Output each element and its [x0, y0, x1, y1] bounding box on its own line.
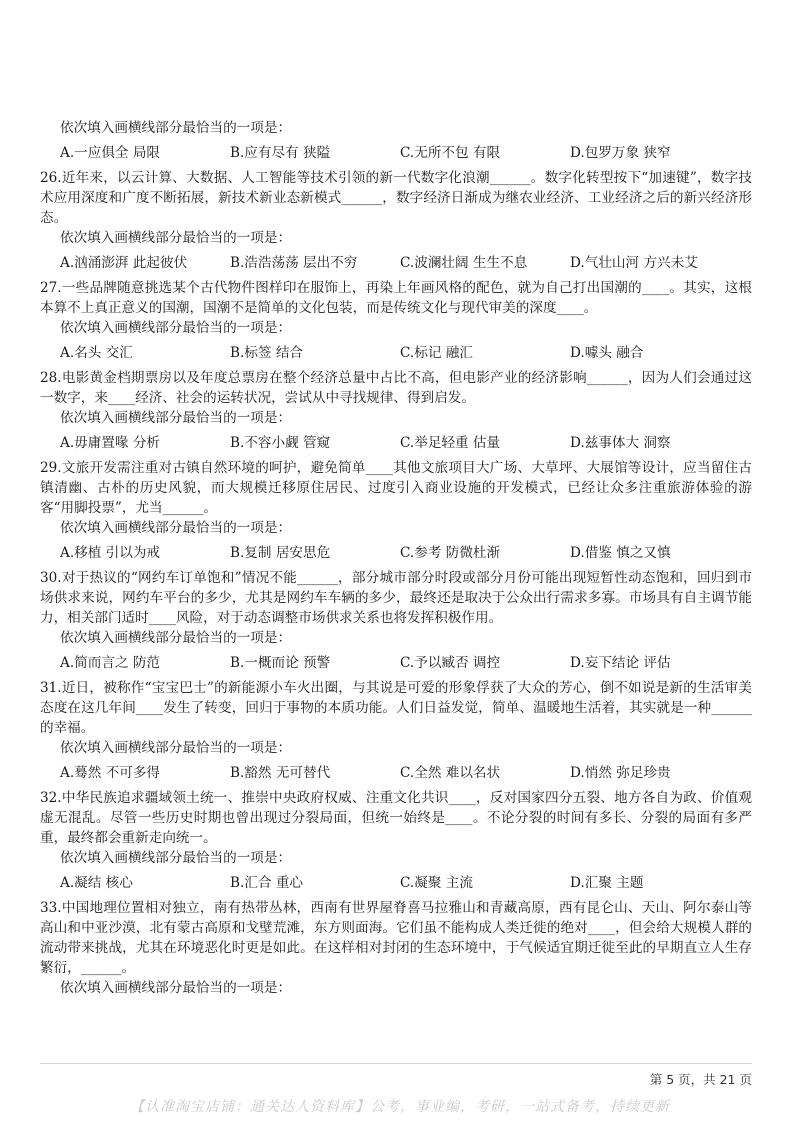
option-a: A.简而言之 防范	[60, 655, 161, 671]
watermark-text: 【认准淘宝店铺：通关达人资料库】公考，事业编，考研，一站式备考，持续更新	[130, 1099, 670, 1115]
question-27	[40, 278, 752, 364]
option-b: B.一概而论 预警	[230, 655, 331, 671]
answer-options	[40, 653, 752, 674]
option-c: C.无所不包 有限	[400, 145, 501, 161]
question-prompt: 依次填入画横线部分最恰当的一项是：	[60, 320, 292, 336]
option-c: C.参考 防微杜渐	[400, 545, 501, 561]
option-d: D.汇聚 主题	[570, 875, 644, 891]
answer-options	[40, 763, 752, 784]
question-text: 33.中国地理位置相对独立，南有热带丛林，西南有世界屋脊喜马拉雅山和青藏高原，西有昆仑山、天山、阿尔泰山等高山和中亚沙漠，北有蒙古高原和戈壁荒滩，东方则面海。它们虽不能构成人类迁徙的绝对____，但会给大规模人群的流动带来挑战，尤其在环境恶化时更是如此。在这样相对封闭的生态环境中，于气候适宜期迁徙至此的早期直立人生存繁衍，______。	[40, 900, 752, 976]
option-b: B.汇合 重心	[230, 875, 304, 891]
question-prompt: 依次填入画横线部分最恰当的一项是：	[60, 120, 292, 136]
option-d: D.包罗万象 狭窄	[570, 145, 671, 161]
option-b: B.复制 居安思危	[230, 545, 331, 561]
document-body	[40, 118, 752, 999]
answer-options	[40, 143, 752, 164]
option-c: C.予以臧否 调控	[400, 655, 501, 671]
question-prompt: 依次填入画横线部分最恰当的一项是：	[60, 520, 292, 536]
question-text: 28.电影黄金档期票房以及年度总票房在整个经济总量中占比不高，但电影产业的经济影响______，因为人们会通过这一数字，来____经济、社会的运转状况，尝试从中寻找规律、得到启发。	[40, 370, 752, 406]
option-a: A.蓦然 不可多得	[60, 765, 161, 781]
question-33	[40, 898, 752, 999]
option-a: A.一应俱全 局限	[60, 145, 161, 161]
option-b: B.豁然 无可替代	[230, 765, 331, 781]
option-a: A.汹涌澎湃 此起彼伏	[60, 255, 188, 271]
answer-options	[40, 873, 752, 894]
question-text: 27.一些品牌随意挑选某个古代物件图样印在服饰上，再染上年画风格的配色，就为自己打出国潮的____。其实，这根本算不上真正意义的国潮，国潮不是简单的文化包装，而是传统文化与现代审美的深度____。	[40, 280, 752, 316]
option-b: B.浩浩荡荡 层出不穷	[230, 255, 358, 271]
option-a: A.毋庸置喙 分析	[60, 435, 161, 451]
answer-options	[40, 343, 752, 364]
question-prompt: 依次填入画横线部分最恰当的一项是：	[60, 980, 292, 996]
question-text: 30.对于热议的“网约车订单饱和”情况不能______，部分城市部分时段或部分月份可能出现短暂性动态饱和，回归到市场供求来说，网约车平台的多少，尤其是网约车车辆的多少，最终还是取决于公众出行需求多寡。市场具有自主调节能力，相关部门适时____风险，对于动态调整市场供求关系也将发挥积极作用。	[40, 570, 752, 626]
option-c: C.全然 难以名状	[400, 765, 501, 781]
answer-options	[40, 433, 752, 454]
option-c: C.标记 融汇	[400, 345, 473, 361]
option-c: C.波澜壮阔 生生不息	[400, 255, 528, 271]
option-d: D.兹事体大 洞察	[570, 435, 671, 451]
option-b: B.不容小觑 管窥	[230, 435, 331, 451]
question-31	[40, 678, 752, 784]
option-a: A.凝结 核心	[60, 875, 133, 891]
question-text: 26.近年来，以云计算、大数据、人工智能等技术引领的新一代数字化浪潮______。数字化转型按下“加速键”，数字技术应用深度和广度不断拓展，新技术新业态新模式______，数字经济日渐成为继农业经济、工业经济之后的新兴经济形态。	[40, 170, 752, 226]
question-prompt: 依次填入画横线部分最恰当的一项是：	[60, 630, 292, 646]
option-d: D.悄然 弥足珍贵	[570, 765, 671, 781]
option-d: D.噱头 融合	[570, 345, 644, 361]
option-d: D.借鉴 慎之又慎	[570, 545, 671, 561]
question-prompt: 依次填入画横线部分最恰当的一项是：	[60, 230, 292, 246]
option-a: A.名头 交汇	[60, 345, 133, 361]
question-26	[40, 168, 752, 274]
question-prompt: 依次填入画横线部分最恰当的一项是：	[60, 850, 292, 866]
question-prompt: 依次填入画横线部分最恰当的一项是：	[60, 410, 292, 426]
option-b: B.标签 结合	[230, 345, 304, 361]
option-c: C.凝聚 主流	[400, 875, 473, 891]
option-c: C.举足轻重 估量	[400, 435, 501, 451]
question-32	[40, 788, 752, 894]
question-text: 29.文旅开发需注重对古镇自然环境的呵护，避免简单____其他文旅项目大广场、大草坪、大展馆等设计，应当留住古镇清幽、古朴的历史风貌，而大规模迁移原住居民、过度引入商业设施的开发模式，已经让众多注重旅游体验的游客“用脚投票”，尤当______。	[40, 460, 752, 516]
page-number: 第 5 页，共 21 页	[649, 1072, 752, 1087]
option-b: B.应有尽有 狭隘	[230, 145, 331, 161]
question-28	[40, 368, 752, 454]
option-a: A.移植 引以为戒	[60, 545, 161, 561]
answer-options	[40, 543, 752, 564]
question-prompt: 依次填入画横线部分最恰当的一项是：	[60, 740, 292, 756]
question-text: 32.中华民族追求疆域领土统一、推崇中央政府权威、注重文化共识____，反对国家四分五裂、地方各自为政、价值观虚无混乱。尽管一些历史时期也曾出现过分裂局面，但统一始终是____。不论分裂的时间有多长、分裂的局面有多严重，最终都会重新走向统一。	[40, 790, 752, 846]
question-29	[40, 458, 752, 564]
footer-divider	[40, 1063, 752, 1064]
option-d: D.气壮山河 方兴未艾	[570, 255, 698, 271]
question-30	[40, 568, 752, 674]
option-d: D.妄下结论 评估	[570, 655, 671, 671]
answer-options	[40, 253, 752, 274]
question-text: 31.近日，被称作“宝宝巴士”的新能源小车火出圈，与其说是可爱的形象俘获了大众的芳心，倒不如说是新的生活审美态度在这几年间____发生了转变，回归于事物的本质功能。人们日益发觉，简单、温暖地生活着，其实就是一种______的幸福。	[40, 680, 752, 736]
